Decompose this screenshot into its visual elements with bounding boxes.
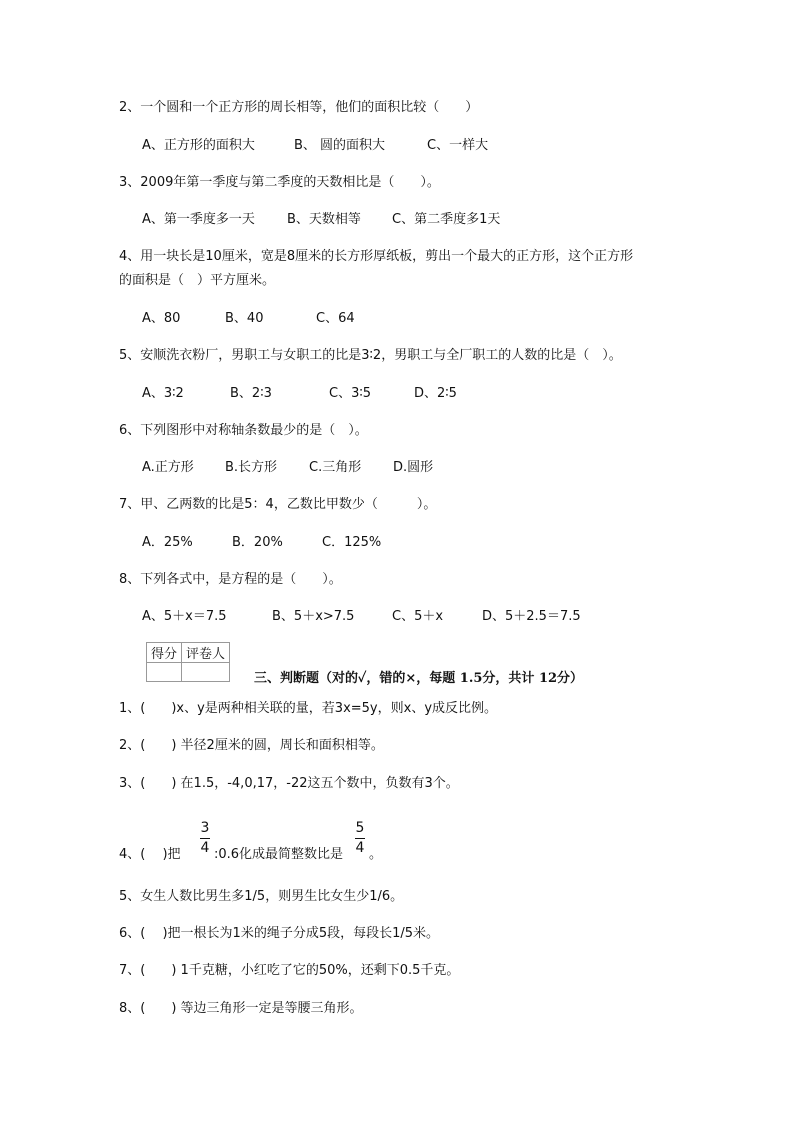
section-title: 三、判断题（对的✓，错的×，每题 1.5分，共计 12分） <box>254 671 584 686</box>
question-4-stem-line2: 的面积是（ ）平方厘米。 <box>119 273 276 288</box>
score-box <box>146 642 230 682</box>
grader-label: 评卷人 <box>182 643 230 663</box>
option-d: D、5＋2.5＝7.5 <box>482 609 581 624</box>
option-b: B、5＋x>7.5 <box>272 609 355 624</box>
fraction-denominator: 4 <box>200 840 210 856</box>
option-d: D.圆形 <box>393 460 434 475</box>
option-b: B、2∶3 <box>230 386 272 401</box>
option-a: A、正方形的面积大 <box>142 138 255 153</box>
option-b: B、 圆的面积大 <box>294 138 386 153</box>
option-b: B、天数相等 <box>287 212 361 227</box>
q4-suffix: 。 <box>369 847 383 862</box>
option-a: A、80 <box>142 311 181 326</box>
judge-question-1: 1、( )x、y是两种相关联的量，若3x=5y，则x、y成反比例。 <box>119 701 498 716</box>
question-2-stem: 2、一个圆和一个正方形的周长相等，他们的面积比较（ ） <box>119 100 479 115</box>
judge-question-8: 8、( ) 等边三角形一定是等腰三角形。 <box>119 1001 363 1016</box>
judge-question-6: 6、( )把一根长为1米的绳子分成5段，每段长1/5米。 <box>119 926 440 941</box>
score-label: 得分 <box>147 643 182 663</box>
judge-question-2: 2、( ) 半径2厘米的圆，周长和面积相等。 <box>119 738 384 753</box>
q4-prefix: 4、( )把 <box>119 847 181 862</box>
judge-question-4 <box>119 847 181 863</box>
option-b: B.长方形 <box>225 460 278 475</box>
fraction-numerator: 5 <box>355 820 365 836</box>
question-8-stem: 8、下列各式中，是方程的是（ ）。 <box>119 572 342 587</box>
fraction-bar <box>200 838 210 839</box>
option-c: C、3∶5 <box>329 386 372 401</box>
grader-cell <box>182 663 230 682</box>
question-4-stem-line1: 4、用一块长是10厘米，宽是8厘米的长方形厚纸板，剪出一个最大的正方形，这个正方形 <box>119 249 634 264</box>
option-c: C、5＋x <box>392 609 444 624</box>
question-3-stem: 3、2009年第一季度与第二季度的天数相比是（ ）。 <box>119 175 440 190</box>
fraction-denominator: 4 <box>355 840 365 856</box>
option-a: A、5＋x＝7.5 <box>142 609 227 624</box>
option-d: D、2∶5 <box>414 386 457 401</box>
option-a: A、第一季度多一天 <box>142 212 255 227</box>
fraction-numerator: 3 <box>200 820 210 836</box>
option-c: C.三角形 <box>309 460 362 475</box>
option-b: B．20% <box>232 535 283 550</box>
fraction-three-quarters <box>200 820 210 856</box>
option-c: C．125% <box>322 535 382 550</box>
option-c: C、64 <box>316 311 355 326</box>
fraction-bar <box>355 838 365 839</box>
question-6-stem: 6、下列图形中对称轴条数最少的是（ ）。 <box>119 423 368 438</box>
q4-middle: :0.6化成最简整数比是 <box>214 847 344 862</box>
question-7-stem: 7、甲、乙两数的比是5：4，乙数比甲数少（ ）。 <box>119 497 437 512</box>
option-a: A．25% <box>142 535 193 550</box>
fraction-five-quarters <box>355 820 365 856</box>
judge-question-7: 7、( ) 1千克糖，小红吃了它的50%，还剩下0.5千克。 <box>119 963 460 978</box>
score-cell <box>147 663 182 682</box>
question-5-stem: 5、安顺洗衣粉厂，男职工与女职工的比是3∶2，男职工与全厂职工的人数的比是（ ）。 <box>119 348 622 363</box>
option-c: C、第二季度多1天 <box>392 212 501 227</box>
option-b: B、40 <box>225 311 264 326</box>
option-a: A.正方形 <box>142 460 194 475</box>
judge-question-5: 5、女生人数比男生多1/5，则男生比女生少1/6。 <box>119 889 404 904</box>
judge-question-3: 3、( ) 在1.5，-4,0,17，-22这五个数中，负数有3个。 <box>119 776 459 791</box>
option-c: C、一样大 <box>427 138 489 153</box>
option-a: A、3∶2 <box>142 386 184 401</box>
